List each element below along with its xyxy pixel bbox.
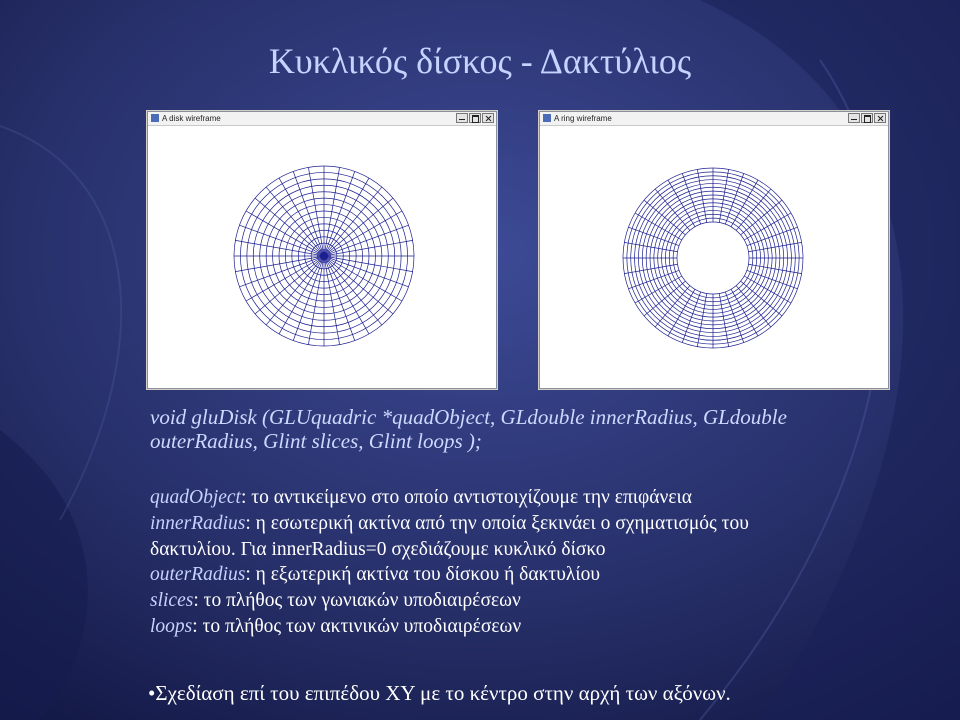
bullet-point: •Σχεδίαση επί του επιπέδου XY με το κέντρο στην αρχή των αξόνων. [148, 681, 731, 705]
minimize-button[interactable] [456, 113, 468, 123]
param-name: outerRadius [150, 564, 246, 586]
maximize-button[interactable] [469, 113, 481, 123]
wireframe-slice [697, 293, 706, 346]
window-titlebar[interactable] [148, 112, 496, 126]
param-outerradius [150, 562, 930, 588]
function-signature [150, 405, 930, 453]
param-description: : το πλήθος των ακτινικών υποδιαιρέσεων [192, 615, 522, 637]
window-titlebar[interactable] [540, 112, 888, 126]
disk-center [320, 252, 328, 260]
window-title: A ring wireframe [554, 114, 612, 123]
param-description: : η εξωτερική ακτίνα του δίσκου ή δακτυλίου [245, 564, 600, 586]
param-loops [150, 614, 930, 640]
maximize-button[interactable] [861, 113, 873, 123]
ring-canvas [540, 126, 888, 388]
close-button[interactable] [874, 113, 886, 123]
wireframe-slice [719, 293, 728, 346]
slide-title: Κυκλικός δίσκος - Δακτύλιος [268, 41, 692, 81]
param-description: : το αντικείμενο στο οποίο αντιστοιχίζουμε την επιφάνεια [240, 487, 692, 508]
window-title: A disk wireframe [162, 114, 221, 123]
param-name: innerRadius [150, 512, 246, 534]
signature-line: outerRadius, Glint slices, Glint loops ); [150, 429, 482, 453]
wireframe-slice [748, 264, 801, 273]
minimize-button[interactable] [848, 113, 860, 123]
param-description: : το πλήθος των γωνιακών υποδιαιρέσεων [193, 590, 521, 612]
window-controls [456, 113, 494, 123]
disk-wireframe [148, 126, 494, 386]
param-name: quadObject [150, 487, 241, 508]
app-icon [543, 114, 551, 122]
wireframe-slice [748, 242, 801, 251]
ring-window[interactable] [539, 111, 889, 389]
wireframe-slice [624, 242, 677, 251]
wireframe-loop [665, 210, 760, 305]
wireframe-slice [719, 169, 728, 222]
signature-line: void gluDisk (GLUquadric *quadObject, GLdouble innerRadius, GLdouble [150, 405, 787, 429]
param-name: slices [150, 590, 194, 612]
param-name: loops [150, 615, 193, 637]
close-button[interactable] [482, 113, 494, 123]
parameter-list [150, 485, 930, 640]
wireframe-slice [624, 264, 677, 273]
app-icon [151, 114, 159, 122]
wireframe-loop [677, 222, 749, 294]
param-slices [150, 588, 930, 614]
param-description: : η εσωτερική ακτίνα από την οποία ξεκινάει ο σχηματισμός του [245, 512, 749, 534]
wireframe-slice [697, 169, 706, 222]
disk-window[interactable] [147, 111, 497, 389]
param-quadobject [150, 485, 930, 511]
param-innerradius-cont: δακτυλίου. Για innerRadius=0 σχεδιάζουμε κυκλικό δίσκο [150, 538, 606, 560]
param-innerradius [150, 511, 930, 537]
window-controls [848, 113, 886, 123]
wireframe-loop [669, 214, 756, 301]
disk-canvas [148, 126, 496, 388]
ring-wireframe [540, 126, 886, 386]
wireframe-loop [673, 218, 753, 298]
